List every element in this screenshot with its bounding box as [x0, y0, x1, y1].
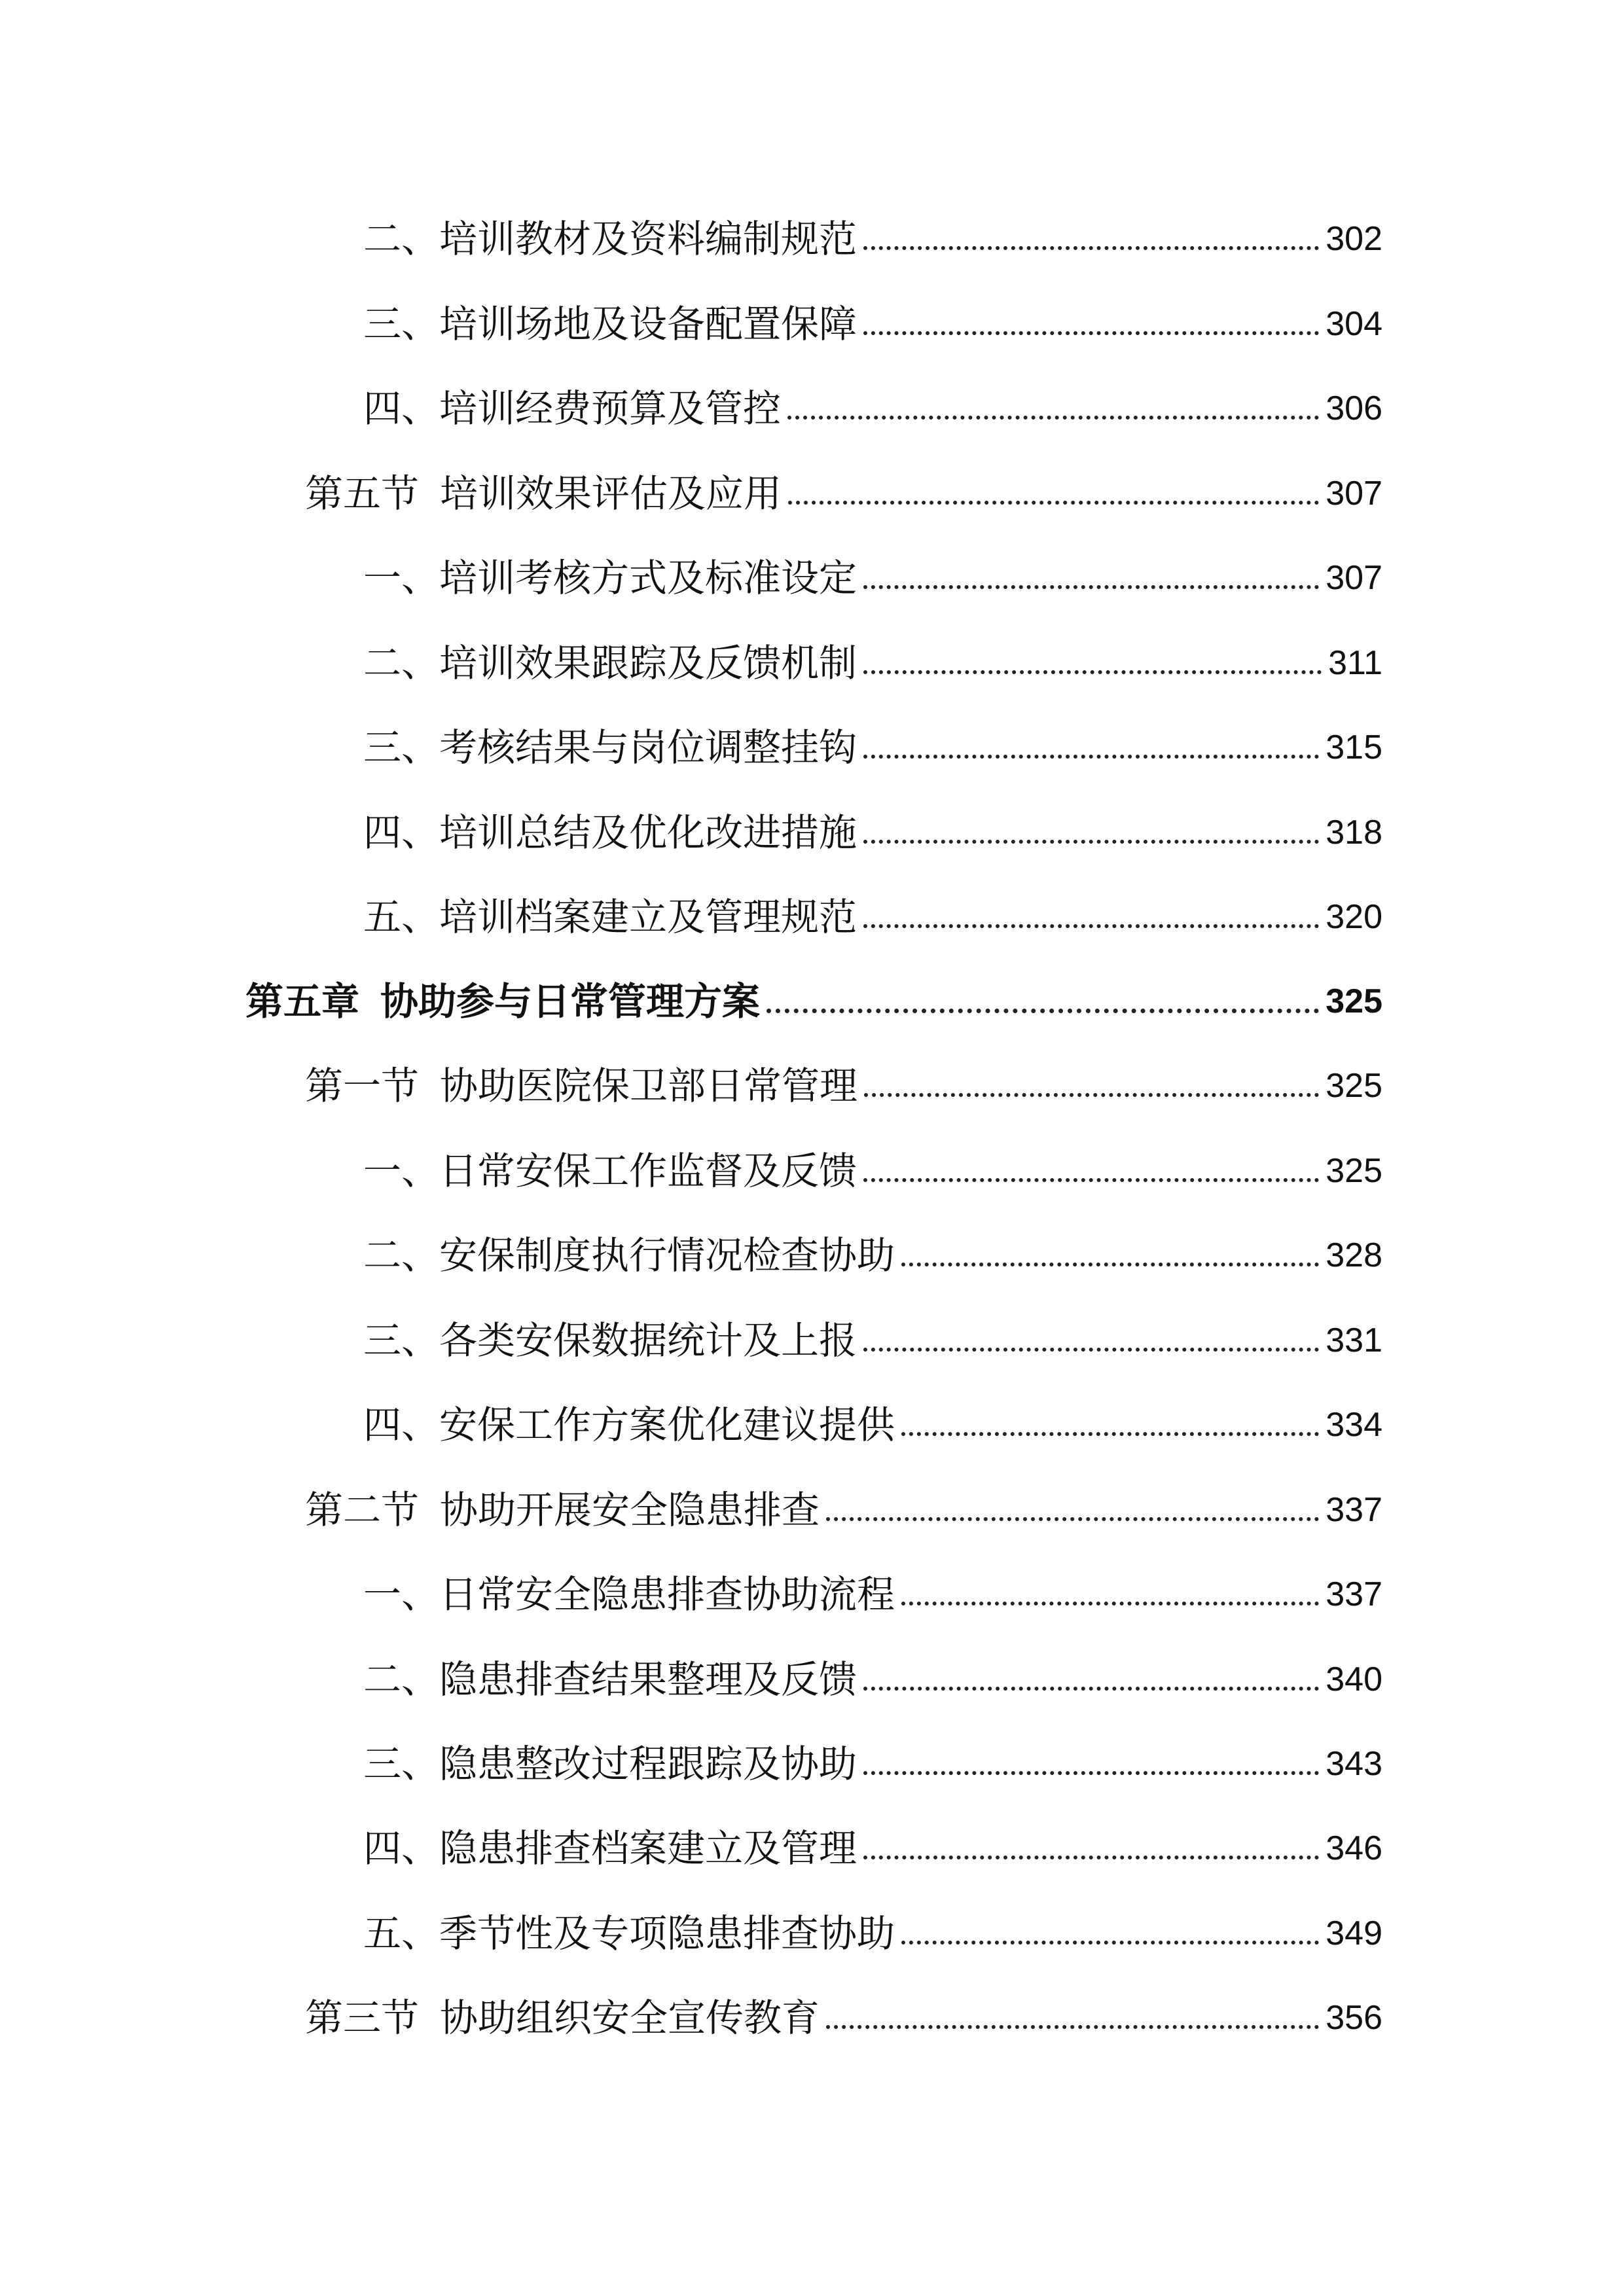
toc-entry[interactable]	[363, 379, 1382, 438]
toc-page-number: 318	[1326, 814, 1382, 852]
dot-leader	[863, 1856, 1319, 1859]
toc-entry-title: 二、隐患排查结果整理及反馈	[363, 1657, 857, 1702]
toc-entry[interactable]	[363, 1819, 1382, 1878]
dot-leader	[787, 416, 1319, 420]
toc-page-number: 315	[1326, 728, 1382, 766]
toc-entry-title: 一、日常安全隐患排查协助流程	[363, 1572, 895, 1617]
toc-entry-title: 一、培训考核方式及标准设定	[363, 556, 857, 600]
dot-leader	[863, 331, 1319, 335]
toc-entry-title: 三、隐患整改过程跟踪及协助	[363, 1742, 857, 1786]
toc-entry-title: 一、日常安保工作监督及反馈	[363, 1149, 857, 1193]
toc-entry-title: 四、安保工作方案优化建议提供	[363, 1403, 895, 1447]
toc-page-number: 304	[1326, 305, 1382, 343]
dot-leader	[863, 670, 1322, 674]
chapter-number: 第五章	[245, 979, 360, 1024]
toc-entry[interactable]	[363, 295, 1382, 353]
toc-page-number: 356	[1326, 1999, 1382, 2037]
toc-page-number: 334	[1326, 1406, 1382, 1444]
section-number: 第五节	[305, 471, 420, 516]
toc-entry[interactable]	[363, 888, 1382, 946]
toc-page-number: 325	[1326, 1152, 1382, 1190]
toc-page-number: 331	[1326, 1321, 1382, 1359]
dot-leader	[788, 501, 1319, 505]
toc-page-number: 320	[1326, 898, 1382, 936]
toc-entry-title: 二、安保制度执行情况检查协助	[363, 1233, 895, 1278]
toc-entry-title: 二、培训教材及资料编制规范	[363, 217, 857, 261]
section-number: 第三节	[305, 1996, 420, 2040]
toc-entry-title: 四、隐患排查档案建立及管理	[363, 1826, 857, 1871]
toc-entry[interactable]	[363, 1226, 1382, 1285]
toc-section-entry[interactable]	[305, 1988, 1382, 2047]
toc-entry-title: 二、培训效果跟踪及反馈机制	[363, 641, 857, 685]
toc-entry[interactable]	[363, 1395, 1382, 1454]
toc-entry-title: 五、季节性及专项隐患排查协助	[363, 1911, 895, 1956]
toc-entry[interactable]	[363, 1904, 1382, 1963]
toc-entry-title: 第三节 协助组织安全宣传教育	[305, 1996, 820, 2040]
toc-page-number: 311	[1328, 644, 1382, 682]
toc-section-entry[interactable]	[305, 1480, 1382, 1539]
section-number: 第一节	[305, 1064, 420, 1108]
toc-entry[interactable]	[363, 1565, 1382, 1624]
dot-leader	[863, 924, 1319, 928]
toc-page-number: 349	[1326, 1914, 1382, 1952]
toc-entry-title: 四、培训经费预算及管控	[363, 386, 782, 431]
toc-entry-title: 第一节 协助医院保卫部日常管理	[305, 1064, 858, 1108]
toc-page-number: 302	[1326, 220, 1382, 258]
dot-leader	[863, 1771, 1319, 1775]
toc-entry[interactable]	[363, 718, 1382, 777]
toc-entry-title: 四、培训总结及优化改进措施	[363, 810, 857, 855]
toc-entry-title: 第二节 协助开展安全隐患排查	[305, 1488, 820, 1532]
toc-chapter-entry[interactable]	[245, 972, 1382, 1031]
toc-page-number: 337	[1326, 1575, 1382, 1613]
toc-page-number: 307	[1326, 559, 1382, 597]
toc-entry[interactable]	[363, 548, 1382, 607]
toc-page-number: 307	[1326, 475, 1382, 512]
toc-section-entry[interactable]	[305, 1056, 1382, 1115]
toc-entry[interactable]	[363, 634, 1382, 692]
section-number: 第二节	[305, 1488, 420, 1532]
dot-leader	[901, 1941, 1319, 1945]
toc-entry-title: 三、各类安保数据统计及上报	[363, 1318, 857, 1363]
dot-leader	[863, 1687, 1319, 1691]
toc-page-number: 346	[1326, 1829, 1382, 1867]
dot-leader	[901, 1602, 1319, 1605]
toc-entry[interactable]	[363, 1734, 1382, 1793]
toc-entry-title: 第五章 协助参与日常管理方案	[245, 979, 761, 1024]
toc-entry-title: 三、考核结果与岗位调整挂钩	[363, 725, 857, 770]
dot-leader	[767, 1009, 1319, 1013]
toc-page-number: 306	[1326, 389, 1382, 427]
toc-page-number: 325	[1326, 1067, 1382, 1105]
toc-page-number: 343	[1326, 1745, 1382, 1783]
toc-entry-title: 三、培训场地及设备配置保障	[363, 302, 857, 346]
dot-leader	[863, 585, 1319, 589]
toc-entry-title: 第五节 培训效果评估及应用	[305, 471, 782, 516]
toc-entry[interactable]	[363, 1650, 1382, 1709]
toc-page-number: 337	[1326, 1491, 1382, 1529]
dot-leader	[864, 1093, 1319, 1097]
dot-leader	[863, 840, 1319, 844]
toc-page-number: 325	[1326, 982, 1382, 1020]
dot-leader	[901, 1432, 1319, 1436]
toc-entry[interactable]	[363, 209, 1382, 268]
toc-page-number: 340	[1326, 1660, 1382, 1698]
dot-leader	[863, 755, 1319, 759]
dot-leader	[863, 1178, 1319, 1182]
toc-entry[interactable]	[363, 1141, 1382, 1200]
toc-entry-title: 五、培训档案建立及管理规范	[363, 895, 857, 939]
toc-entry[interactable]	[363, 1311, 1382, 1370]
dot-leader	[863, 246, 1319, 250]
dot-leader	[826, 2025, 1319, 2029]
toc-section-entry[interactable]	[305, 464, 1382, 523]
toc-page-number: 328	[1326, 1236, 1382, 1274]
dot-leader	[863, 1348, 1319, 1352]
toc-entry[interactable]	[363, 803, 1382, 862]
dot-leader	[826, 1517, 1319, 1521]
dot-leader	[901, 1263, 1319, 1266]
